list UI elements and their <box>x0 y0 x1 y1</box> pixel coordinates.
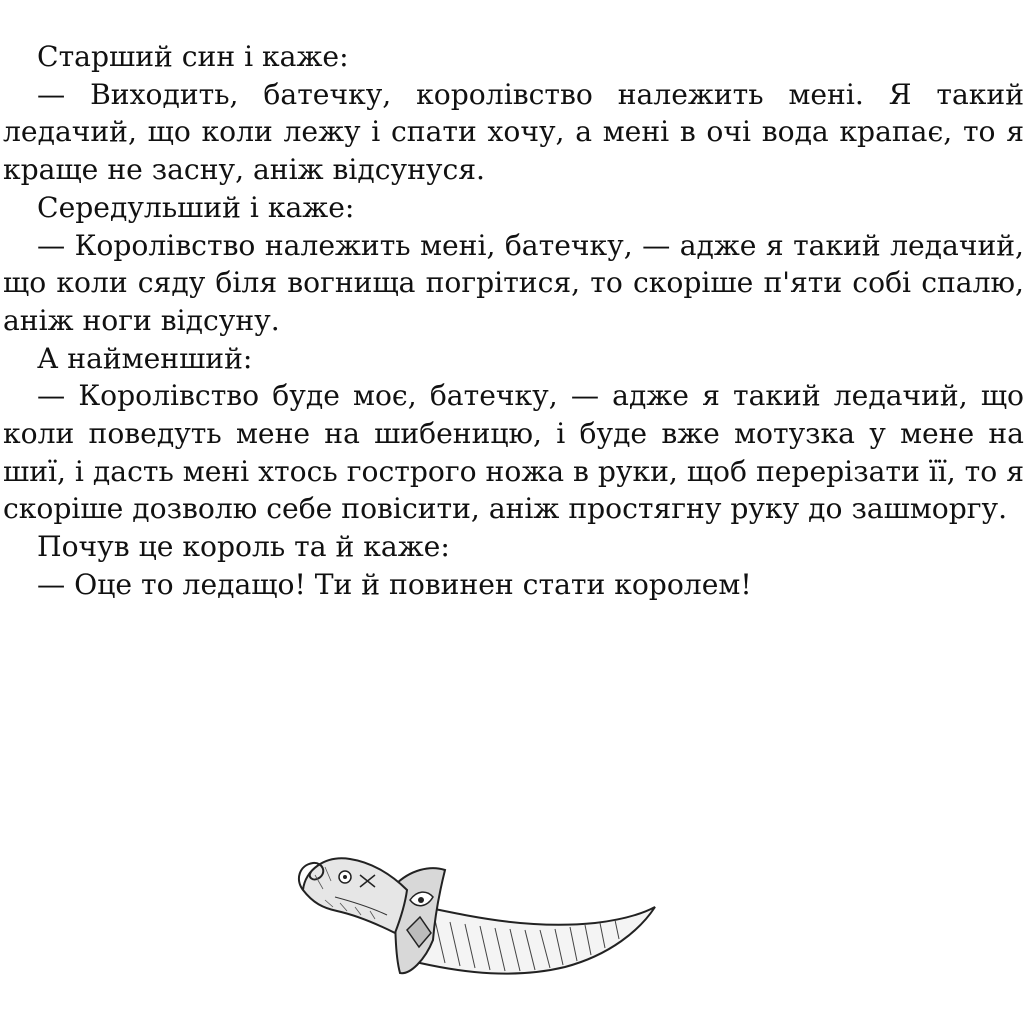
paragraph-youngest-son-speech: — Королівство буде моє, батечку, — адже я такий ледачий, що коли поведуть мене на шибеницю, і буде вже мотузка у мене на шиї, і дасть мені хтось гострого ножа в руки, щоб перерізати її, то я скоріше дозволю себе повісити, аніж простягну руку до зашморгу. <box>3 379 1024 526</box>
paragraph-middle-son-speech: — Королівство належить мені, батечку, — адже я такий ледачий, що коли сяду біля вогнища погрітися, то скоріше п'яти собі спалю, аніж ноги відсуну. <box>3 228 1024 337</box>
story-text <box>3 38 1024 604</box>
paragraph-king-intro: Почув це король та й каже: <box>37 530 450 564</box>
paragraph-eldest-son-speech: — Виходить, батечку, королівство належить мені. Я такий ледачий, що коли лежу і спати хочу, а мені в очі вода крапає, то я краще не засну, аніж відсунуся. <box>3 77 1024 187</box>
paragraph-king-speech: — Оце то ледащо! Ти й повинен стати королем! <box>37 567 752 601</box>
paragraph-youngest-son-intro: А найменший: <box>37 341 253 375</box>
curved-dagger-icon <box>295 845 660 985</box>
paragraph-middle-son-intro: Середульший і каже: <box>37 190 355 224</box>
paragraph-eldest-son-intro: Старший син і каже: <box>37 40 349 73</box>
